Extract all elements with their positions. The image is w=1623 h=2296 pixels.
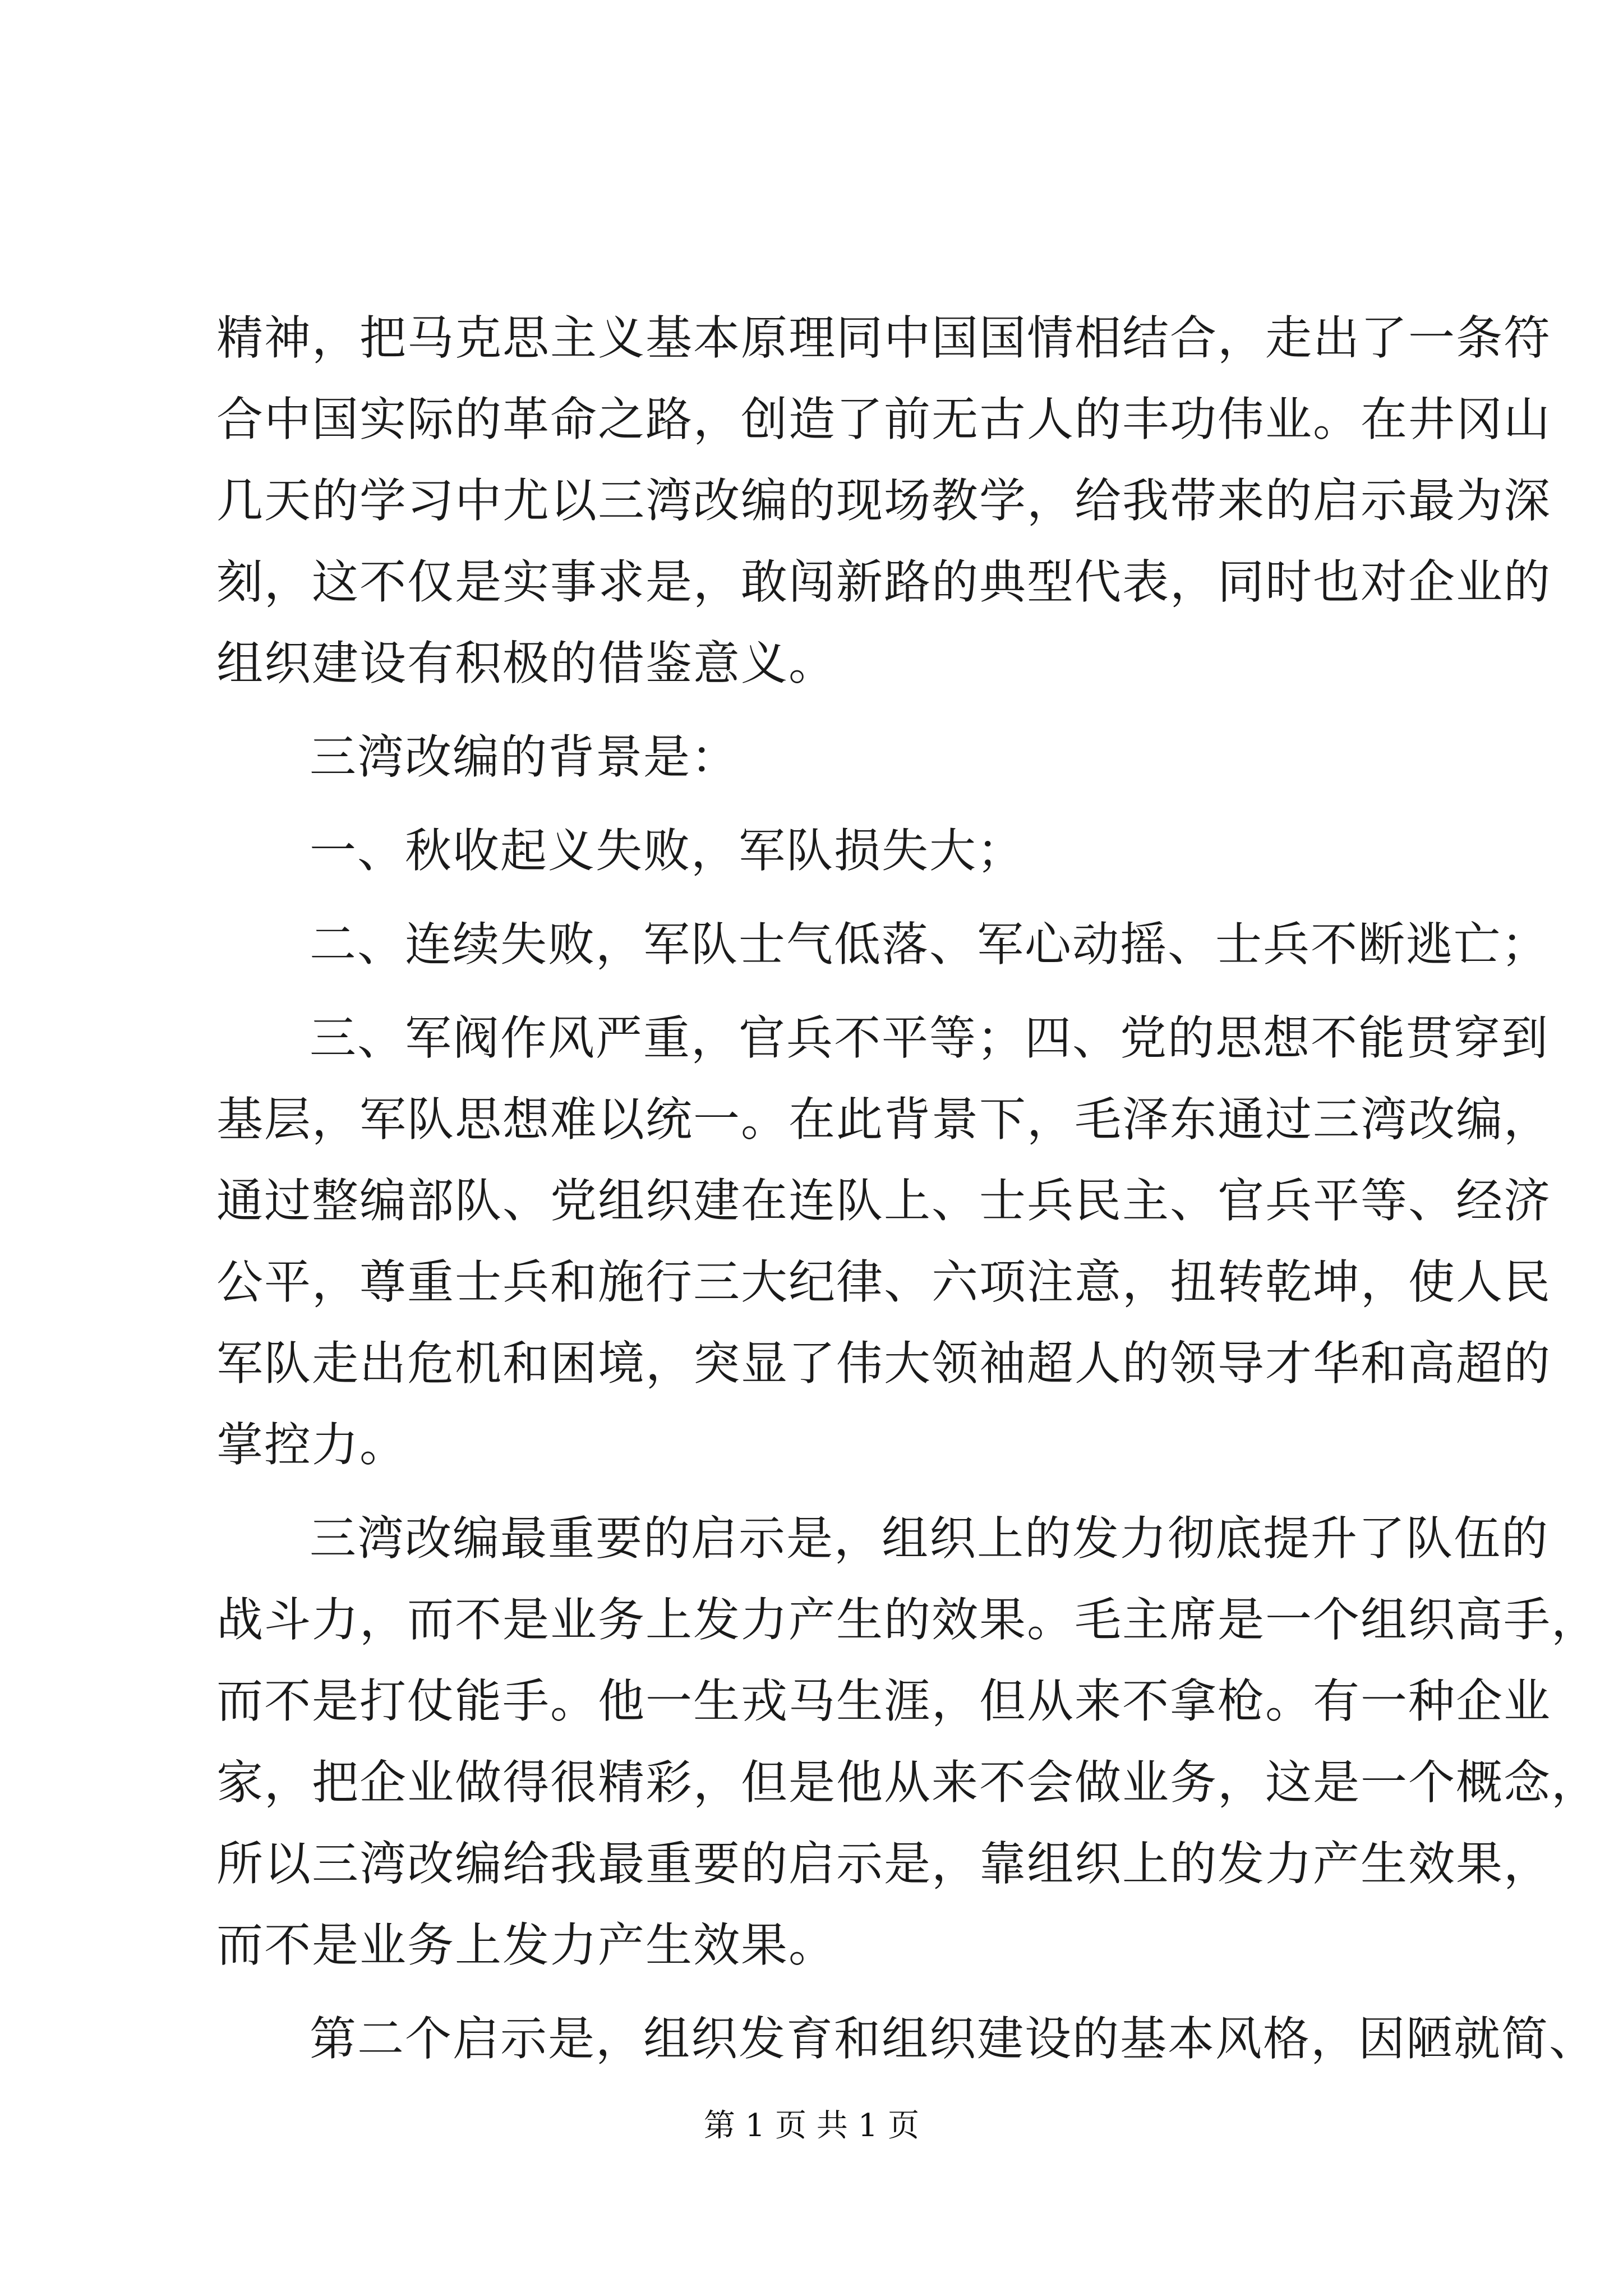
- text-line: 基层，军队思想难以统一。在此背景下，毛泽东通过三湾改编，: [216, 1092, 1551, 1147]
- text-line: 精神，把马克思主义基本原理同中国国情相结合，走出了一条符: [216, 311, 1551, 365]
- text-line: 第二个启示是，组织发育和组织建设的基本风格，因陋就简、: [310, 2012, 1597, 2066]
- paragraph: [216, 297, 1551, 704]
- text-line: 三、军阀作风严重，官兵不平等；四、党的思想不能贯穿到: [310, 1011, 1549, 1065]
- text-line: 三湾改编的背景是：: [310, 730, 739, 784]
- text-line: 通过整编部队、党组织建在连队上、士兵民主、官兵平等、经济: [216, 1174, 1551, 1228]
- paragraph: [216, 810, 1428, 891]
- paragraph: [216, 904, 1549, 985]
- text-line: 几天的学习中尤以三湾改编的现场教学，给我带来的启示最为深: [216, 473, 1551, 528]
- page-footer: 第 1 页 共 1 页: [703, 2108, 920, 2144]
- text-line: 合中国实际的革命之路，创造了前无古人的丰功伟业。在井冈山: [216, 392, 1551, 447]
- text-line: 掌控力。: [216, 1418, 407, 1472]
- text-line: 一、秋收起义失败，军队损失大；: [310, 823, 1025, 878]
- text-line: 家，把企业做得很精彩，但是他从来不会做业务，这是一个概念，: [216, 1755, 1599, 1810]
- paragraph: [216, 997, 1551, 1485]
- text-line: 刻，这不仅是实事求是，敢闯新路的典型代表，同时也对企业的: [216, 555, 1551, 609]
- document-body: [216, 297, 1599, 2079]
- text-line: 三湾改编最重要的启示是，组织上的发力彻底提升了队伍的: [310, 1511, 1549, 1566]
- text-line: 而不是打仗能手。他一生戎马生涯，但从来不拿枪。有一种企业: [216, 1674, 1551, 1728]
- paragraph: [216, 1498, 1599, 1986]
- text-line: 二、连续失败，军队士气低落、军心动摇、士兵不断逃亡；: [310, 917, 1549, 972]
- paragraph: [216, 716, 1428, 798]
- text-line: 组织建设有积极的借鉴意义。: [216, 636, 836, 691]
- text-line: 所以三湾改编给我最重要的启示是，靠组织上的发力产生效果，: [216, 1837, 1551, 1891]
- paragraph: [216, 1998, 1597, 2079]
- text-line: 而不是业务上发力产生效果。: [216, 1918, 836, 1972]
- text-line: 公平，尊重士兵和施行三大纪律、六项注意，扭转乾坤，使人民: [216, 1255, 1551, 1309]
- text-line: 军队走出危机和困境，突显了伟大领袖超人的领导才华和高超的: [216, 1336, 1551, 1391]
- text-line: 战斗力，而不是业务上发力产生的效果。毛主席是一个组织高手，: [216, 1593, 1599, 1647]
